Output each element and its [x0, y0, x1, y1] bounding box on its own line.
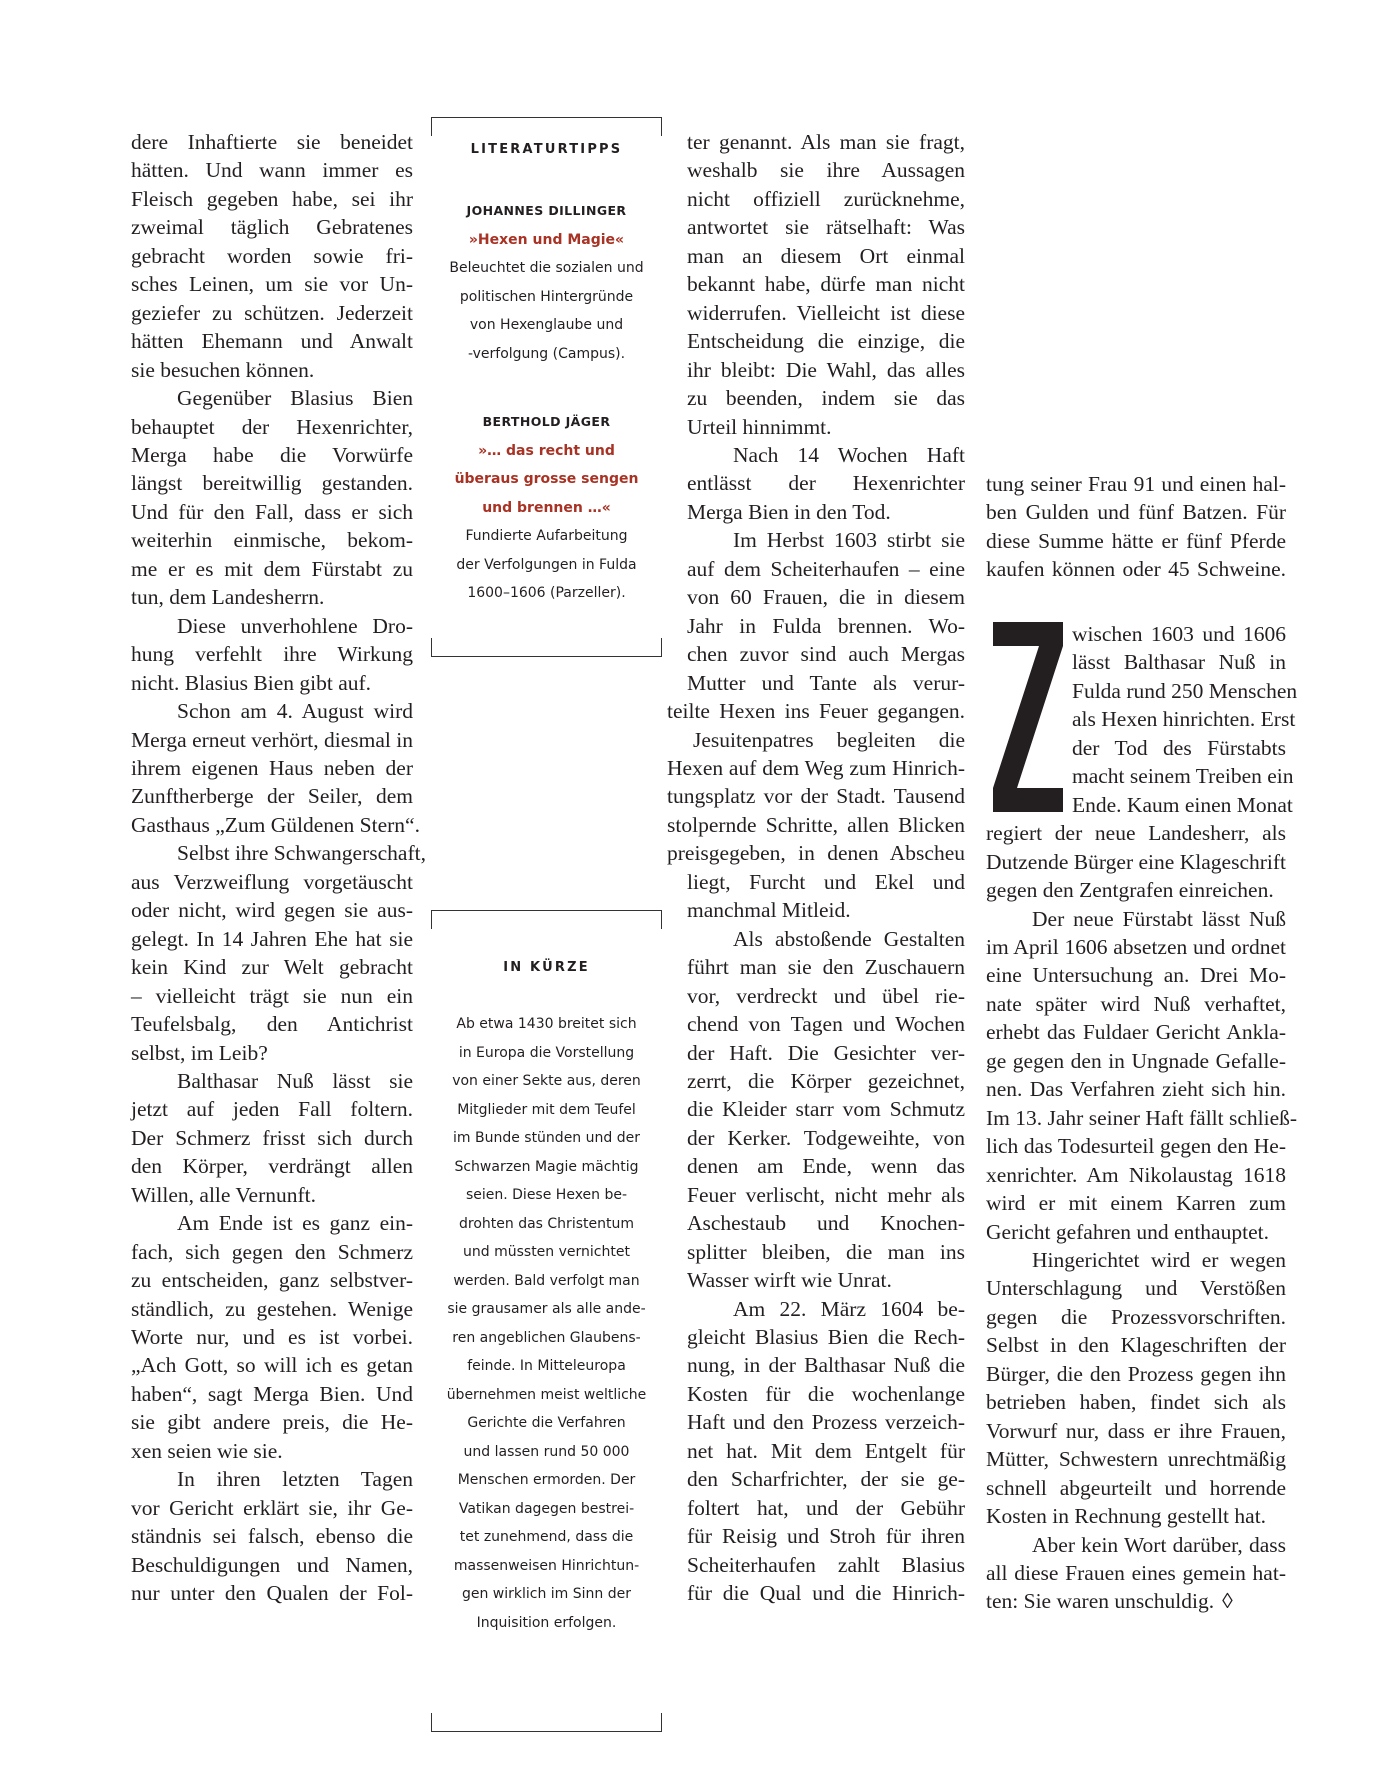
text-line: Im 13. Jahr seiner Haft fällt schließ- [986, 1105, 1298, 1130]
text-line: entlässt der Hexenrichter [687, 471, 965, 496]
text-line: hätten Ehemann und Anwalt [131, 329, 413, 354]
text-line: Fulda rund 250 Menschen [1072, 678, 1298, 703]
text-line: Der neue Fürstabt lässt Nuß [1032, 906, 1286, 931]
text-line: Dutzende Bürger eine Klageschrift [986, 849, 1286, 874]
text-line: Nach 14 Wochen Haft [733, 442, 965, 467]
entry-title: und brennen …« [482, 499, 611, 516]
article-column-3 [667, 128, 965, 1608]
text-line: dere Inhaftierte sie beneidet [131, 130, 413, 154]
text-line: ihr bleibt: Die Wahl, das alles [687, 357, 965, 382]
text-line: Diese unverhohlene Dro- [177, 613, 413, 638]
literature-tips-heading: LITERATURTIPPS [470, 142, 623, 157]
text-line: zu beenden, indem sie das [687, 386, 965, 411]
text-line: vor, verdreckt und übel rie- [687, 983, 965, 1008]
text-line: – vielleicht trägt sie nun ein [131, 983, 413, 1008]
in-brief-line: werden. Bald verfolgt man [453, 1272, 640, 1289]
text-line: teilte Hexen ins Feuer gegangen. [667, 699, 965, 724]
text-line: für Reisig und Stroh für ihren [687, 1524, 965, 1549]
text-line: Urteil hinnimmt. [687, 414, 832, 439]
text-line: sie besuchen können. [131, 357, 315, 382]
text-line: nung, in der Balthasar Nuß die [687, 1353, 965, 1378]
text-line: kein Kind zur Welt gebracht [131, 955, 413, 980]
in-brief-line: feinde. In Mitteleuropa [467, 1358, 626, 1374]
entry-author: BERTHOLD JÄGER [482, 414, 611, 429]
entry-description: von Hexenglaube und [469, 317, 624, 333]
box-bracket-top [431, 910, 662, 929]
text-line: Im Herbst 1603 stirbt sie [733, 528, 965, 553]
text-line: Haft und den Prozess verzeich- [687, 1410, 965, 1435]
entry-title: »Hexen und Magie« [468, 231, 625, 248]
text-line: ge gegen den in Ungnade Gefalle- [986, 1048, 1286, 1073]
text-line: regiert der neue Landesherr, als [986, 821, 1286, 846]
text-line: schnell abgeurteilt und horrende [986, 1475, 1286, 1500]
text-line: selbst, im Leib? [131, 1040, 268, 1065]
text-line: In ihren letzten Tagen [177, 1467, 413, 1492]
text-line: „Ach Gott, so will ich es getan [131, 1353, 413, 1378]
text-line: jetzt auf jeden Fall foltern. [131, 1097, 413, 1122]
literature-entry [431, 197, 662, 368]
text-line: xen seien wie sie. [131, 1438, 283, 1463]
text-line: xenrichter. Am Nikolaustag 1618 [986, 1162, 1286, 1187]
article-column-4-intro [986, 470, 1286, 584]
text-line: zweimal täglich Gebratenes [131, 215, 413, 240]
text-line: Scheiterhaufen zahlt Blasius [687, 1552, 965, 1577]
text-line: Gasthaus „Zum Güldenen Stern“. [131, 812, 420, 837]
text-line: Aber kein Wort darüber, dass [1032, 1532, 1286, 1557]
text-line: gegen die Prozessvorschriften. [986, 1304, 1286, 1329]
text-line: widerrufen. Vielleicht ist diese [687, 300, 965, 325]
entry-description: politischen Hintergründe [459, 288, 634, 305]
text-line: der Tod des Fürstabts [1072, 735, 1286, 760]
in-brief-line: Schwarzen Magie mächtig [454, 1158, 639, 1175]
text-line: Merga erneut verhört, diesmal in [131, 727, 413, 752]
in-brief-line: von einer Sekte aus, deren [452, 1073, 641, 1089]
text-line: preisgegeben, in denen Abscheu [667, 841, 965, 866]
text-line: Als abstoßende Gestalten [733, 926, 965, 951]
text-line: Ende. Kaum einen Monat [1072, 792, 1293, 817]
text-line: hung verfehlt ihre Wirkung [131, 642, 413, 667]
text-line: Merga habe die Vorwürfe [131, 442, 413, 467]
text-line: Merga Bien in den Tod. [687, 499, 891, 524]
text-line: als Hexen hinrichten. Erst [1072, 707, 1296, 732]
text-line: gegen den Zentgrafen einreichen. [986, 878, 1274, 903]
text-line: Beschuldigungen und Namen, [131, 1552, 413, 1577]
text-line: Feuer verlischt, nicht mehr als [687, 1182, 965, 1207]
text-line: Jesuitenpatres begleiten die [693, 727, 965, 752]
text-line: Der Schmerz frisst sich durch [131, 1125, 413, 1150]
in-brief-line: Mitglieder mit dem Teufel [457, 1101, 636, 1118]
end-mark-icon: ◊ [1222, 1589, 1233, 1614]
text-line: auf dem Scheiterhaufen – eine [687, 556, 965, 581]
text-line: diese Summe hätte er fünf Pferde [986, 528, 1286, 553]
article-column-4-body [986, 620, 1298, 1616]
text-line: tung seiner Frau 91 und einen hal- [986, 472, 1286, 496]
text-line: Selbst ihre Schwangerschaft, [177, 841, 426, 866]
text-line: antwortet sie rätselhaft: Was [687, 215, 965, 240]
text-line: führt man sie den Zuschauern [687, 955, 965, 980]
text-line: ben Gulden und fünf Batzen. Für [986, 500, 1286, 525]
text-line: gelegt. In 14 Jahren Ehe hat sie [131, 926, 413, 951]
text-line: Worte nur, und es ist vorbei. [131, 1325, 413, 1350]
in-brief-heading: IN KÜRZE [503, 960, 590, 975]
text-line: Vorwurf nur, dass er ihre Frauen, [986, 1418, 1286, 1443]
text-line: macht seinem Treiben ein [1072, 764, 1294, 789]
entry-description: 1600–1606 (Parzeller). [467, 585, 626, 601]
box-bracket-bottom [431, 1713, 662, 1732]
text-line: ständlich, zu gestehen. Wenige [131, 1296, 413, 1321]
text-line: bekannt habe, dürfe man nicht [687, 272, 965, 297]
text-line: für die Qual und die Hinrich- [687, 1581, 965, 1606]
text-line: zu entscheiden, ganz selbstver- [131, 1268, 413, 1293]
text-line: Unterschlagung und Verstößen [986, 1276, 1286, 1301]
in-brief-line: ren angeblichen Glaubens- [452, 1329, 641, 1346]
text-line: foltert hat, und der Gebühr [687, 1495, 965, 1520]
text-line: chen zuvor sind auch Mergas [687, 642, 965, 667]
text-line: sches Leinen, um sie vor Un- [131, 272, 413, 297]
text-line: Und für den Fall, dass er sich [131, 499, 413, 524]
in-brief-line: in Europa die Vorstellung [458, 1044, 635, 1061]
text-line: fach, sich gegen den Schmerz [131, 1239, 413, 1264]
text-line: betrieben haben, findet sich als [986, 1390, 1286, 1415]
text-line: Willen, alle Vernunft. [131, 1182, 317, 1207]
literature-entry [431, 408, 662, 608]
text-line: Selbst in den Klageschriften der [986, 1333, 1286, 1358]
text-line: gebracht worden sowie fri- [131, 243, 413, 268]
in-brief-line: übernehmen meist weltliche [446, 1386, 647, 1403]
article-column-1 [131, 128, 426, 1608]
text-line: Entscheidung die einzige, die [687, 329, 965, 354]
in-brief-line: Menschen ermorden. Der [457, 1472, 636, 1488]
text-line: ter genannt. Als man sie fragt, [687, 130, 965, 154]
text-line: gleicht Blasius Bien die Rech- [687, 1325, 965, 1350]
text-line: Am Ende ist es ganz ein- [177, 1211, 413, 1236]
text-line: Fleisch gegeben habe, sei ihr [131, 186, 413, 211]
entry-author: JOHANNES DILLINGER [466, 203, 627, 218]
text-line: Wasser wirft wie Unrat. [687, 1268, 892, 1293]
text-line: net hat. Mit dem Entgelt für [687, 1438, 965, 1463]
text-line: kaufen können oder 45 Schweine. [986, 557, 1286, 582]
text-line: Teufelsbalg, den Antichrist [131, 1012, 413, 1037]
entry-title: »… das recht und [478, 442, 615, 459]
text-line: von 60 Frauen, die in diesem [687, 585, 965, 610]
text-line: den Scharfrichter, der sie ge- [687, 1467, 965, 1492]
text-line: eine Untersuchung an. Drei Mo- [986, 963, 1286, 988]
text-line: Hingerichtet wird er wegen [1032, 1247, 1286, 1272]
text-line: längst bereitwillig gestanden. [131, 471, 413, 496]
text-line: aus Verzweiflung vorgetäuscht [131, 869, 413, 894]
text-line: vor Gericht erklärt sie, ihr Ge- [131, 1495, 413, 1520]
text-line: me er es mit dem Fürstabt zu [131, 556, 413, 581]
text-line: Balthasar Nuß lässt sie [177, 1068, 413, 1093]
text-line: lässt Balthasar Nuß in [1072, 650, 1286, 675]
text-line: ten: Sie waren unschuldig. ◊ [986, 1587, 1286, 1615]
entry-description: -verfolgung (Campus). [467, 345, 626, 362]
text-line: zerrt, die Körper gezeichnet, [687, 1068, 965, 1093]
text-line: Mutter und Tante als verur- [687, 670, 965, 695]
text-line: ständnis sei falsch, ebenso die [131, 1524, 413, 1549]
in-brief-text [431, 1010, 662, 1637]
text-line: man an diesem Ort einmal [687, 243, 965, 268]
text-line: Aschestaub und Knochen- [687, 1211, 965, 1236]
text-line: Mütter, Schwestern unrechtmäßig [986, 1447, 1286, 1472]
text-line: tun, dem Landesherrn. [131, 585, 325, 610]
literature-entries [431, 197, 662, 648]
text-line: tungsplatz vor der Stadt. Tausend [667, 784, 965, 809]
text-line: ihrem eigenen Haus neben der [131, 755, 413, 780]
text-line: Kosten in Rechnung gestellt hat. [986, 1504, 1267, 1529]
text-line: hätten. Und wann immer es [131, 158, 413, 183]
text-line: liegt, Furcht und Ekel und [687, 869, 965, 894]
text-line: nur unter den Qualen der Fol- [131, 1581, 413, 1606]
text-line: nen. Das Verfahren zieht sich hin. [986, 1077, 1286, 1102]
text-line: Kosten für die wochenlange [687, 1381, 965, 1406]
in-brief-line: Vatikan dagegen bestrei- [458, 1500, 635, 1517]
text-line: nate später wird Nuß verhaftet, [986, 991, 1286, 1016]
entry-description: der Verfolgungen in Fulda [456, 556, 637, 573]
text-line: stolpernde Schritte, allen Blicken [667, 812, 965, 837]
text-line: den Körper, verdrängt allen [131, 1154, 413, 1179]
text-line: der Haft. Die Gesichter ver- [687, 1040, 965, 1065]
text-line: wird er mit einem Karren zum [986, 1191, 1286, 1216]
in-brief-line: gen wirklich im Sinn der [461, 1586, 632, 1602]
in-brief-line: seien. Diese Hexen be- [465, 1187, 628, 1203]
text-line: oder nicht, wird gegen sie aus- [131, 898, 413, 923]
text-line: haben“, sagt Merga Bien. Und [131, 1381, 413, 1406]
text-line: Gegenüber Blasius Bien [177, 386, 413, 411]
literature-tips-box [431, 117, 662, 657]
text-line: Gericht gefahren und enthauptet. [986, 1219, 1269, 1244]
text-line: denen am Ende, wenn das [687, 1154, 965, 1179]
text-line: Jahr in Fulda brennen. Wo- [687, 613, 965, 638]
in-brief-line: Gerichte die Verfahren [467, 1415, 626, 1431]
entry-description: Fundierte Aufarbeitung [465, 528, 628, 544]
in-brief-line: tet zunehmend, dass die [459, 1529, 634, 1545]
text-line: geziefer zu schützen. Jederzeit [131, 300, 413, 325]
text-line: lich das Todesurteil gegen den He- [986, 1134, 1286, 1159]
text-line: wischen 1603 und 1606 [1072, 622, 1286, 646]
in-brief-line: im Bunde stünden und der [453, 1130, 640, 1146]
entry-title: überaus grosse sengen [454, 471, 639, 487]
in-brief-line: sie grausamer als alle ande- [447, 1301, 646, 1317]
text-line: all diese Frauen eines gemein hat- [986, 1560, 1286, 1585]
text-line: weiterhin einmische, bekom- [131, 528, 413, 553]
text-line: Zunftherberge der Seiler, dem [131, 784, 413, 809]
in-brief-line: Ab etwa 1430 breitet sich [456, 1016, 637, 1032]
drop-cap-paragraph [986, 620, 1298, 819]
text-line: im April 1606 absetzen und ordnet [986, 934, 1286, 959]
text-line: der Kerker. Todgeweihte, von [687, 1125, 965, 1150]
text-line: Bürger, die den Prozess gegen ihn [986, 1361, 1286, 1386]
text-line: nicht offiziell zurücknehme, [687, 186, 965, 211]
text-line: Am 22. März 1604 be- [733, 1296, 965, 1321]
text-line: erhebt das Fuldaer Gericht Ankla- [986, 1020, 1286, 1045]
in-brief-line: Inquisition erfolgen. [476, 1614, 617, 1631]
text-line: behauptet der Hexenrichter, [131, 414, 413, 439]
box-bracket-top [431, 117, 662, 136]
entry-description: Beleuchtet die sozialen und [449, 260, 644, 276]
text-line: splitter bleiben, die man ins [687, 1239, 965, 1264]
text-line: die Kleider starr vom Schmutz [687, 1097, 965, 1122]
text-line: Hexen auf dem Weg zum Hinrich- [667, 755, 965, 780]
text-line: nicht. Blasius Bien gibt auf. [131, 670, 372, 695]
in-brief-line: und lassen rund 50 000 [463, 1443, 630, 1460]
text-line: chend von Tagen und Wochen [687, 1012, 965, 1037]
in-brief-box [431, 910, 662, 1732]
text-line: sie gibt andere preis, die He- [131, 1410, 413, 1435]
text-line: manchmal Mitleid. [687, 898, 851, 923]
in-brief-line: drohten das Christentum [459, 1215, 634, 1232]
text-line: Schon am 4. August wird [177, 699, 413, 724]
in-brief-line: massenweisen Hinrichtun- [453, 1557, 640, 1574]
in-brief-line: und müssten vernichtet [463, 1244, 630, 1260]
text-line: weshalb sie ihre Aussagen [687, 158, 965, 183]
